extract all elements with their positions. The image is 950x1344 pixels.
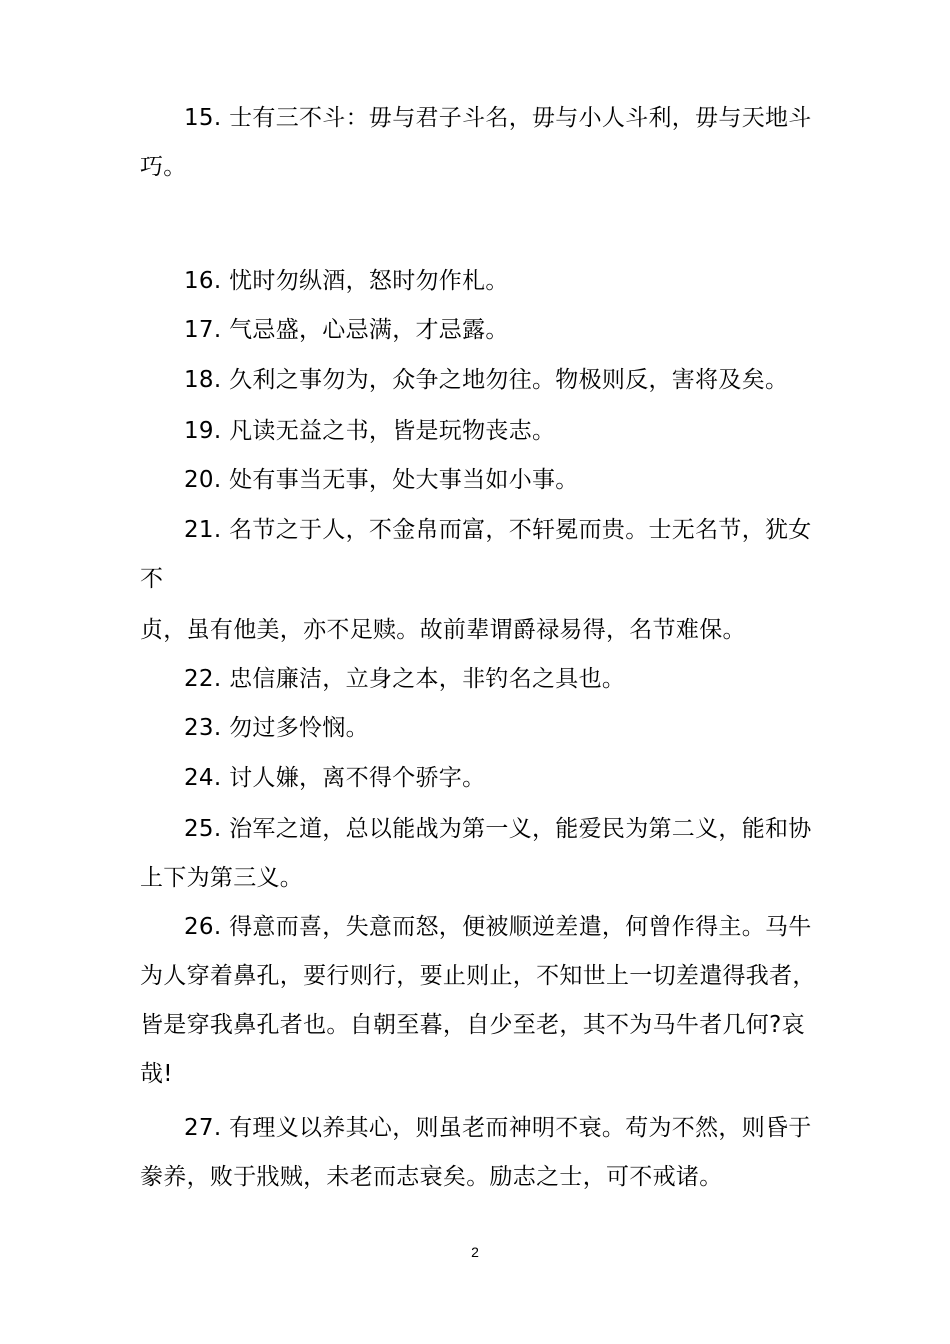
- paragraph-15: 15. 士有三不斗：毋与君子斗名，毋与小人斗利，毋与天地斗巧。: [140, 105, 812, 180]
- paragraph-27: 27. 有理义以养其心，则虽老而神明不衰。苟为不然，则昏于豢养，败于戕贼，未老而志衰矣。励志之士，可不戒诸。: [140, 1115, 812, 1190]
- paragraph-21: 21. 名节之于人，不金帛而富，不轩冕而贵。士无名节，犹女不: [140, 517, 812, 592]
- paragraph-16: 16. 忧时勿纵酒，怒时勿作札。: [184, 268, 509, 294]
- paragraph-18: 18. 久利之事勿为，众争之地勿往。物极则反，害将及矣。: [184, 367, 789, 393]
- paragraph-25: 25. 治军之道，总以能战为第一义，能爱民为第二义，能和协上下为第三义。: [140, 816, 812, 891]
- paragraph-19: 19. 凡读无益之书，皆是玩物丧志。: [184, 418, 556, 444]
- paragraph-21-continued: 贞，虽有他美，亦不足赎。故前辈谓爵禄易得，名节难保。: [140, 617, 746, 643]
- paragraph-17: 17. 气忌盛，心忌满，才忌露。: [184, 317, 509, 343]
- paragraph-24: 24. 讨人嫌，离不得个骄字。: [184, 765, 486, 791]
- page-number: 2: [471, 1244, 479, 1260]
- paragraph-26: 26. 得意而喜，失意而怒，便被顺逆差遣，何曾作得主。马牛为人穿着鼻孔，要行则行，要止则止，不知世上一切差遣得我者，皆是穿我鼻孔者也。自朝至暮，自少至老，其不为马牛者几何?哀哉!: [140, 914, 816, 1087]
- paragraph-22: 22. 忠信廉洁，立身之本，非钓名之具也。: [184, 666, 626, 692]
- paragraph-20: 20. 处有事当无事，处大事当如小事。: [184, 467, 579, 493]
- paragraph-23: 23. 勿过多怜悯。: [184, 715, 369, 741]
